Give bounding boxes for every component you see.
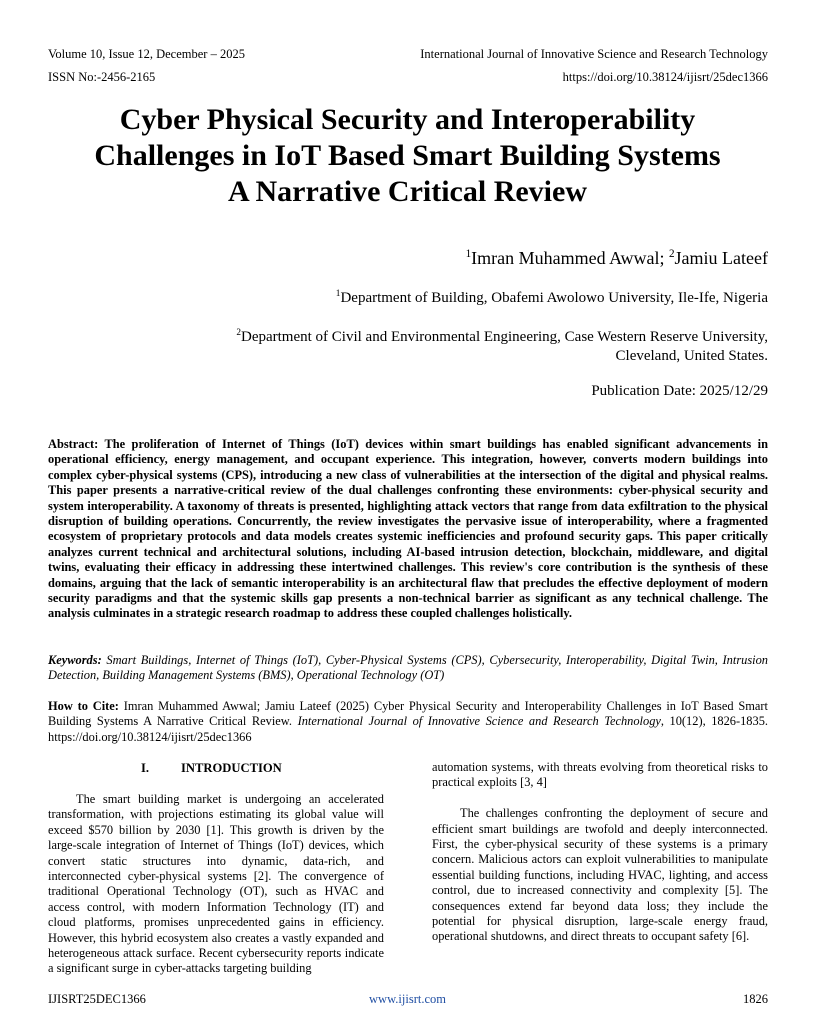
affiliation-2-line-1: Department of Civil and Environmental Engineering, Case Western Reserve University, <box>241 329 768 345</box>
title-line-1: Cyber Physical Security and Interoperability <box>119 103 696 136</box>
author-2-name: Jamiu Lateef <box>674 248 768 268</box>
author-list <box>466 247 768 269</box>
how-to-cite-label: How to Cite: <box>48 699 119 713</box>
section-title: INTRODUCTION <box>181 761 282 775</box>
how-to-cite-details: , 10(12), 1826-1835. https://doi.org/10.38124/ijisrt/25dec1366 <box>48 714 768 744</box>
affiliation-1 <box>336 289 768 308</box>
left-column <box>48 792 384 977</box>
footer-website-link[interactable]: www.ijisrt.com <box>369 992 446 1006</box>
author-2-superscript: 2 <box>668 248 675 260</box>
intro-paragraph-1-continued: automation systems, with threats evolving from theoretical risks to practical exploits [3, 4] <box>432 760 768 790</box>
keywords-text: Smart Buildings, Internet of Things (IoT), Cyber-Physical Systems (CPS), Cybersecurity, Interoperability, Digital Twin, Intrusion Detection, Building Management Systems (BMS), Operational Technology (OT) <box>48 653 768 683</box>
header-journal: International Journal of Innovative Science and Research Technology <box>420 47 768 61</box>
affiliation-2-superscript: 2 <box>236 328 241 338</box>
paper-title <box>40 102 775 210</box>
affiliation-2-line-2: Cleveland, United States. <box>615 348 768 364</box>
header-issn: ISSN No:-2456-2165 <box>48 70 156 84</box>
title-line-2: Challenges in IoT Based Smart Building Systems <box>94 139 721 172</box>
title-line-3: A Narrative Critical Review <box>227 175 588 208</box>
how-to-cite <box>48 699 768 745</box>
author-1-superscript: 1 <box>465 248 472 260</box>
abstract: Abstract: The proliferation of Internet of Things (IoT) devices within smart buildings has enabled significant advancements in operational efficiency, energy management, and occupant experience. This integration, however, converts modern buildings into complex cyber-physical systems (CPS), introducing a new class of vulnerabilities at the intersection of the digital and physical realms. This paper presents a narrative-critical review of the dual challenges confronting these environments: cyber-physical security and system interoperability. A taxonomy of threats is presented, highlighting attack vectors that range from data exfiltration to the physical disruption of building operations. Concurrently, the review investigates the pervasive issue of interoperability, where a fragmented ecosystem of proprietary protocols and data models creates systemic inefficiencies and profound security gaps. This paper critically analyzes current technical and architectural solutions, including AI-based intrusion detection, blockchain, middleware, and digital twins, evaluating their efficacy in addressing these intertwined challenges. This review's core contribution is the synthesis of these domains, arguing that the lack of semantic interoperability is an architectural flaw that precludes the effective deployment of modern security paradigms and that the systemic skills gap presents a non-technical barrier as significant as any technical challenge. The analysis culminates in a strategic research roadmap to address these coupled challenges holistically. <box>48 437 768 621</box>
how-to-cite-text: Imran Muhammed Awwal; Jamiu Lateef (2025) Cyber Physical Security and Interoperability Challenges in IoT Based Smart Building Systems A Narrative Critical Review. <box>48 699 768 729</box>
header-doi-link[interactable]: https://doi.org/10.38124/ijisrt/25dec1366 <box>562 70 768 84</box>
intro-paragraph-1: The smart building market is undergoing an accelerated transformation, with projections estimating its global value will exceed $570 billion by 2030 [1]. This growth is driven by the large-scale integration of Internet of Things (IoT) devices, which convert static structures into dynamic, data-rich, and interconnected cyber-physical systems [2]. The convergence of traditional Operational Technology (OT), such as HVAC and access control, with modern Information Technology (IT) and cloud platforms, promises unprecedented gains in efficiency. However, this hybrid ecosystem also creates a vastly expanded and heterogeneous attack surface. Recent cybersecurity reports indicate a significant surge in cyber-attacks targeting building <box>48 792 384 976</box>
author-1-name: Imran Muhammed Awwal; <box>471 248 665 268</box>
footer-article-id: IJISRT25DEC1366 <box>48 992 146 1006</box>
publication-date: Publication Date: 2025/12/29 <box>591 383 768 399</box>
header-volume: Volume 10, Issue 12, December – 2025 <box>48 47 245 61</box>
keywords-label: Keywords: <box>48 653 102 667</box>
affiliation-2 <box>236 328 768 366</box>
right-column <box>432 760 768 945</box>
keywords <box>48 653 768 684</box>
how-to-cite-journal: International Journal of Innovative Science and Research Technology <box>297 714 661 729</box>
section-number: I. <box>141 761 150 775</box>
intro-paragraph-2: The challenges confronting the deployment of secure and efficient smart buildings are twofold and deeply interconnected. First, the cyber-physical security of these systems is a primary concern. Malicious actors can exploit vulnerabilities to manipulate essential building functions, including HVAC, lighting, and access control, due to increased connectivity and complexity [5]. The consequences extend far beyond data loss; they include the potential for physical disruption, large-scale energy fraud, operational shutdowns, and direct threats to occupant safety [6]. <box>432 806 768 944</box>
footer-page-number: 1826 <box>743 992 768 1006</box>
affiliation-1-text: Department of Building, Obafemi Awolowo University, Ile-Ife, Nigeria <box>340 290 768 306</box>
affiliation-1-superscript: 1 <box>335 289 341 299</box>
